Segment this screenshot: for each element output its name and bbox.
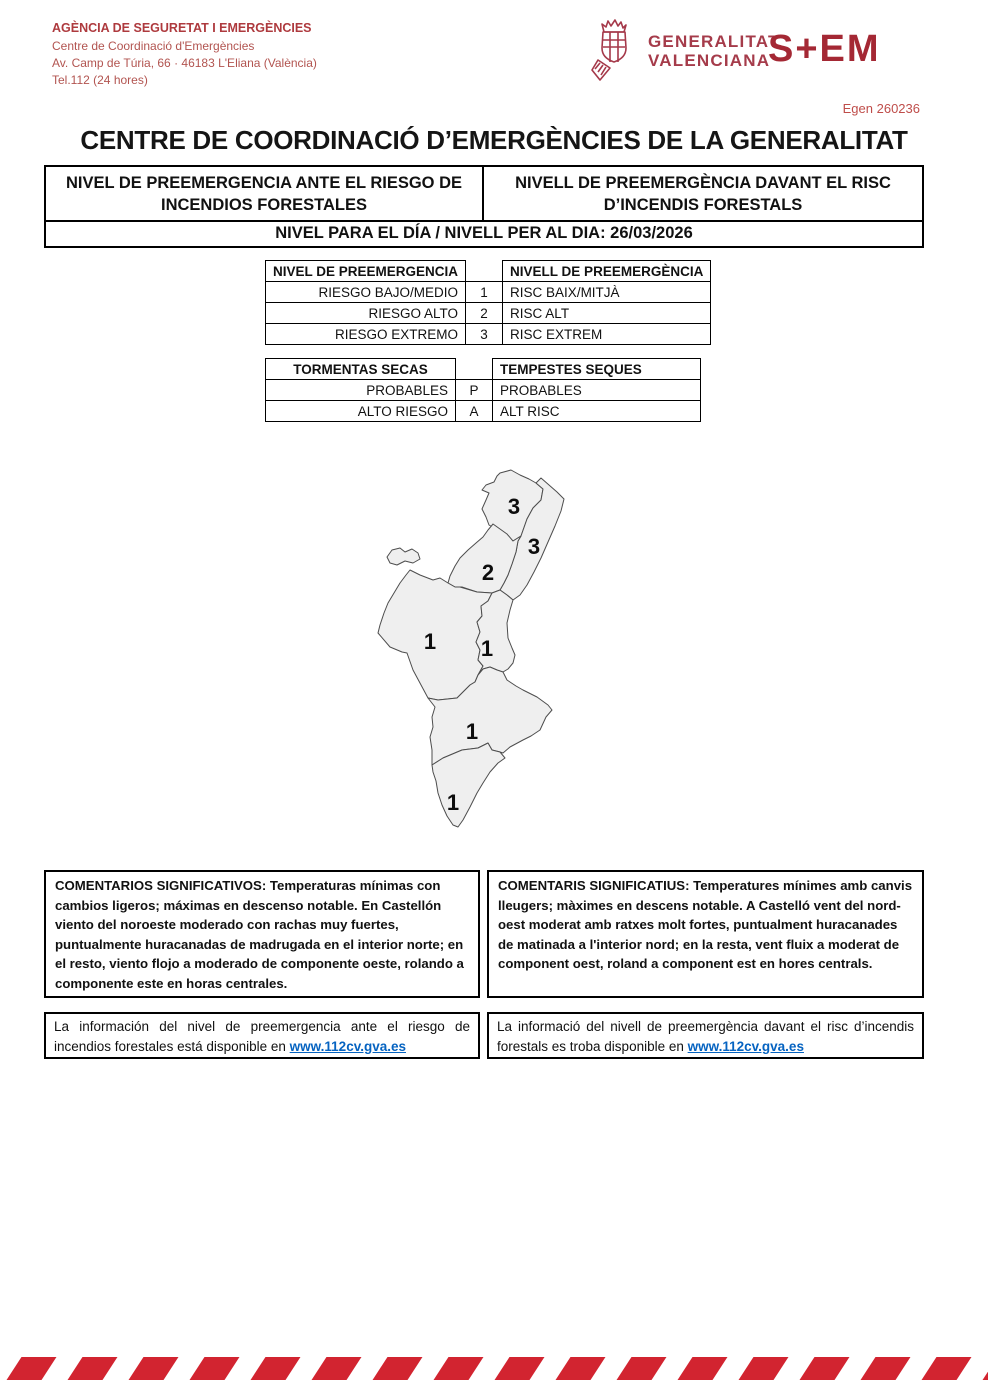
level-extreme-es: RIESGO EXTREMO xyxy=(266,324,466,345)
agency-address: Av. Camp de Túria, 66 · 46183 L'Eliana (València) xyxy=(52,56,317,70)
level-low-code: 1 xyxy=(466,282,503,303)
generalitat-line1: GENERALITAT xyxy=(648,32,780,51)
stripe xyxy=(922,1357,972,1380)
stripe xyxy=(800,1357,850,1380)
legend-levels-table xyxy=(265,260,711,345)
availability-es xyxy=(44,1012,480,1059)
stripe xyxy=(434,1357,484,1380)
comments-es: COMENTARIOS SIGNIFICATIVOS: Temperaturas mínimas con cambios ligeros; máximas en descenso notable. En Castellón viento del noroeste moderado con rachas muy fuertes, puntualmente huracanadas de madrugada en el interior norte; en el resto, viento flojo a moderado de componente oeste, rolando a componente este en horas centrales. xyxy=(44,870,480,998)
zone-level-label: 1 xyxy=(446,790,460,815)
agency-phone: Tel.112 (24 hores) xyxy=(52,73,148,87)
availability-va xyxy=(487,1012,924,1059)
table-row xyxy=(266,324,711,345)
agency-dept: Centre de Coordinació d'Emergències xyxy=(52,39,255,53)
agency-name: AGÈNCIA DE SEGURETAT I EMERGÈNCIES xyxy=(52,21,312,35)
risk-zones-map xyxy=(350,445,650,845)
storms-highrisk-code: A xyxy=(456,401,493,422)
level-high-va: RISC ALT xyxy=(503,303,711,324)
level-extreme-code: 3 xyxy=(466,324,503,345)
egen-reference: Egen 260236 xyxy=(842,101,920,116)
banner-es-line1: NIVEL DE PREEMERGENCIA ANTE EL RIESGO DE xyxy=(65,174,463,192)
level-extreme-va: RISC EXTREM xyxy=(503,324,711,345)
stripe xyxy=(861,1357,911,1380)
stripe-pattern xyxy=(14,1357,988,1380)
legend-storms-header-va: TEMPESTES SEQUES xyxy=(493,359,701,380)
stripe xyxy=(556,1357,606,1380)
comments-va: COMENTARIS SIGNIFICATIUS: Temperatures mínimes amb canvis lleugers; màximes en descens notable. A Castelló vent del nord-oest moderat amb ratxes molt fortes, puntualment huracanades de matinada a l'interior nord; en la resta, vent fluix a moderat de component oest, roland a component est en hores centrals. xyxy=(487,870,924,998)
agency-header xyxy=(52,20,317,89)
stripe xyxy=(7,1357,57,1380)
level-low-es: RIESGO BAJO/MEDIO xyxy=(266,282,466,303)
table-row xyxy=(266,380,701,401)
legend-storms-table xyxy=(265,358,701,422)
legend-levels-header-gap xyxy=(466,261,503,282)
storms-probable-es: PROBABLES xyxy=(266,380,456,401)
level-high-es: RIESGO ALTO xyxy=(266,303,466,324)
stripe xyxy=(251,1357,301,1380)
zone-level-label: 3 xyxy=(527,534,541,559)
page-title: CENTRE DE COORDINACIÓ D’EMERGÈNCIES DE LA GENERALITAT xyxy=(80,125,908,155)
bottom-stripe-band xyxy=(0,1353,988,1384)
stripe xyxy=(68,1357,118,1380)
gva-link[interactable]: www.112cv.gva.es xyxy=(687,1038,804,1054)
generalitat-valenciana-logo xyxy=(588,18,780,87)
zone-level-label: 1 xyxy=(465,719,479,744)
availability-es-text: La información del nivel de preemergencia ante el riesgo de incendios forestales está disponible en xyxy=(54,1019,470,1054)
legend-levels-header-es: NIVEL DE PREEMERGENCIA xyxy=(266,261,466,282)
zone-level-label: 2 xyxy=(481,560,495,585)
table-row xyxy=(266,401,701,422)
stripe xyxy=(129,1357,179,1380)
zone-level-label: 1 xyxy=(423,629,437,654)
stripe xyxy=(617,1357,667,1380)
banner-va xyxy=(484,167,922,220)
stripe xyxy=(495,1357,545,1380)
table-row xyxy=(266,359,701,380)
storms-highrisk-es: ALTO RIESGO xyxy=(266,401,456,422)
preemergency-banner xyxy=(44,165,924,248)
banner-date-line: NIVEL PARA EL DÍA / NIVELL PER AL DIA: 26/03/2026 xyxy=(46,220,922,246)
legend-levels-header-va: NIVELL DE PREEMERGÈNCIA xyxy=(503,261,711,282)
stripe xyxy=(983,1357,988,1380)
banner-va-line1: NIVELL DE PREEMERGÈNCIA DAVANT EL RISC xyxy=(515,174,891,192)
stripe xyxy=(739,1357,789,1380)
table-row xyxy=(266,261,711,282)
storms-probable-code: P xyxy=(456,380,493,401)
stripe xyxy=(190,1357,240,1380)
availability-va-text: La informació del nivell de preemergència davant el risc d’incendis forestals es troba disponible en xyxy=(497,1019,914,1054)
banner-va-line2: D’INCENDIS FORESTALS xyxy=(603,196,803,214)
level-low-va: RISC BAIX/MITJÀ xyxy=(503,282,711,303)
stripe xyxy=(678,1357,728,1380)
table-row xyxy=(266,282,711,303)
legend-storms-header-es: TORMENTAS SECAS xyxy=(266,359,456,380)
level-high-code: 2 xyxy=(466,303,503,324)
stripe xyxy=(312,1357,362,1380)
table-row xyxy=(266,303,711,324)
generalitat-line2: VALENCIANA xyxy=(648,51,771,70)
banner-es-line2: INCENDIOS FORESTALES xyxy=(161,196,367,214)
legend-storms-header-gap xyxy=(456,359,493,380)
gva-link[interactable]: www.112cv.gva.es xyxy=(289,1038,406,1054)
zone-level-label: 1 xyxy=(480,636,494,661)
zone-interior-valencia-exclave xyxy=(387,548,420,565)
banner-es xyxy=(46,167,484,220)
sem-logo: S+EM xyxy=(768,28,881,70)
storms-highrisk-va: ALT RISC xyxy=(493,401,701,422)
zone-level-label: 3 xyxy=(507,494,521,519)
storms-probable-va: PROBABLES xyxy=(493,380,701,401)
generalitat-wordmark xyxy=(648,32,780,70)
generalitat-emblem-icon xyxy=(588,18,640,87)
stripe xyxy=(373,1357,423,1380)
